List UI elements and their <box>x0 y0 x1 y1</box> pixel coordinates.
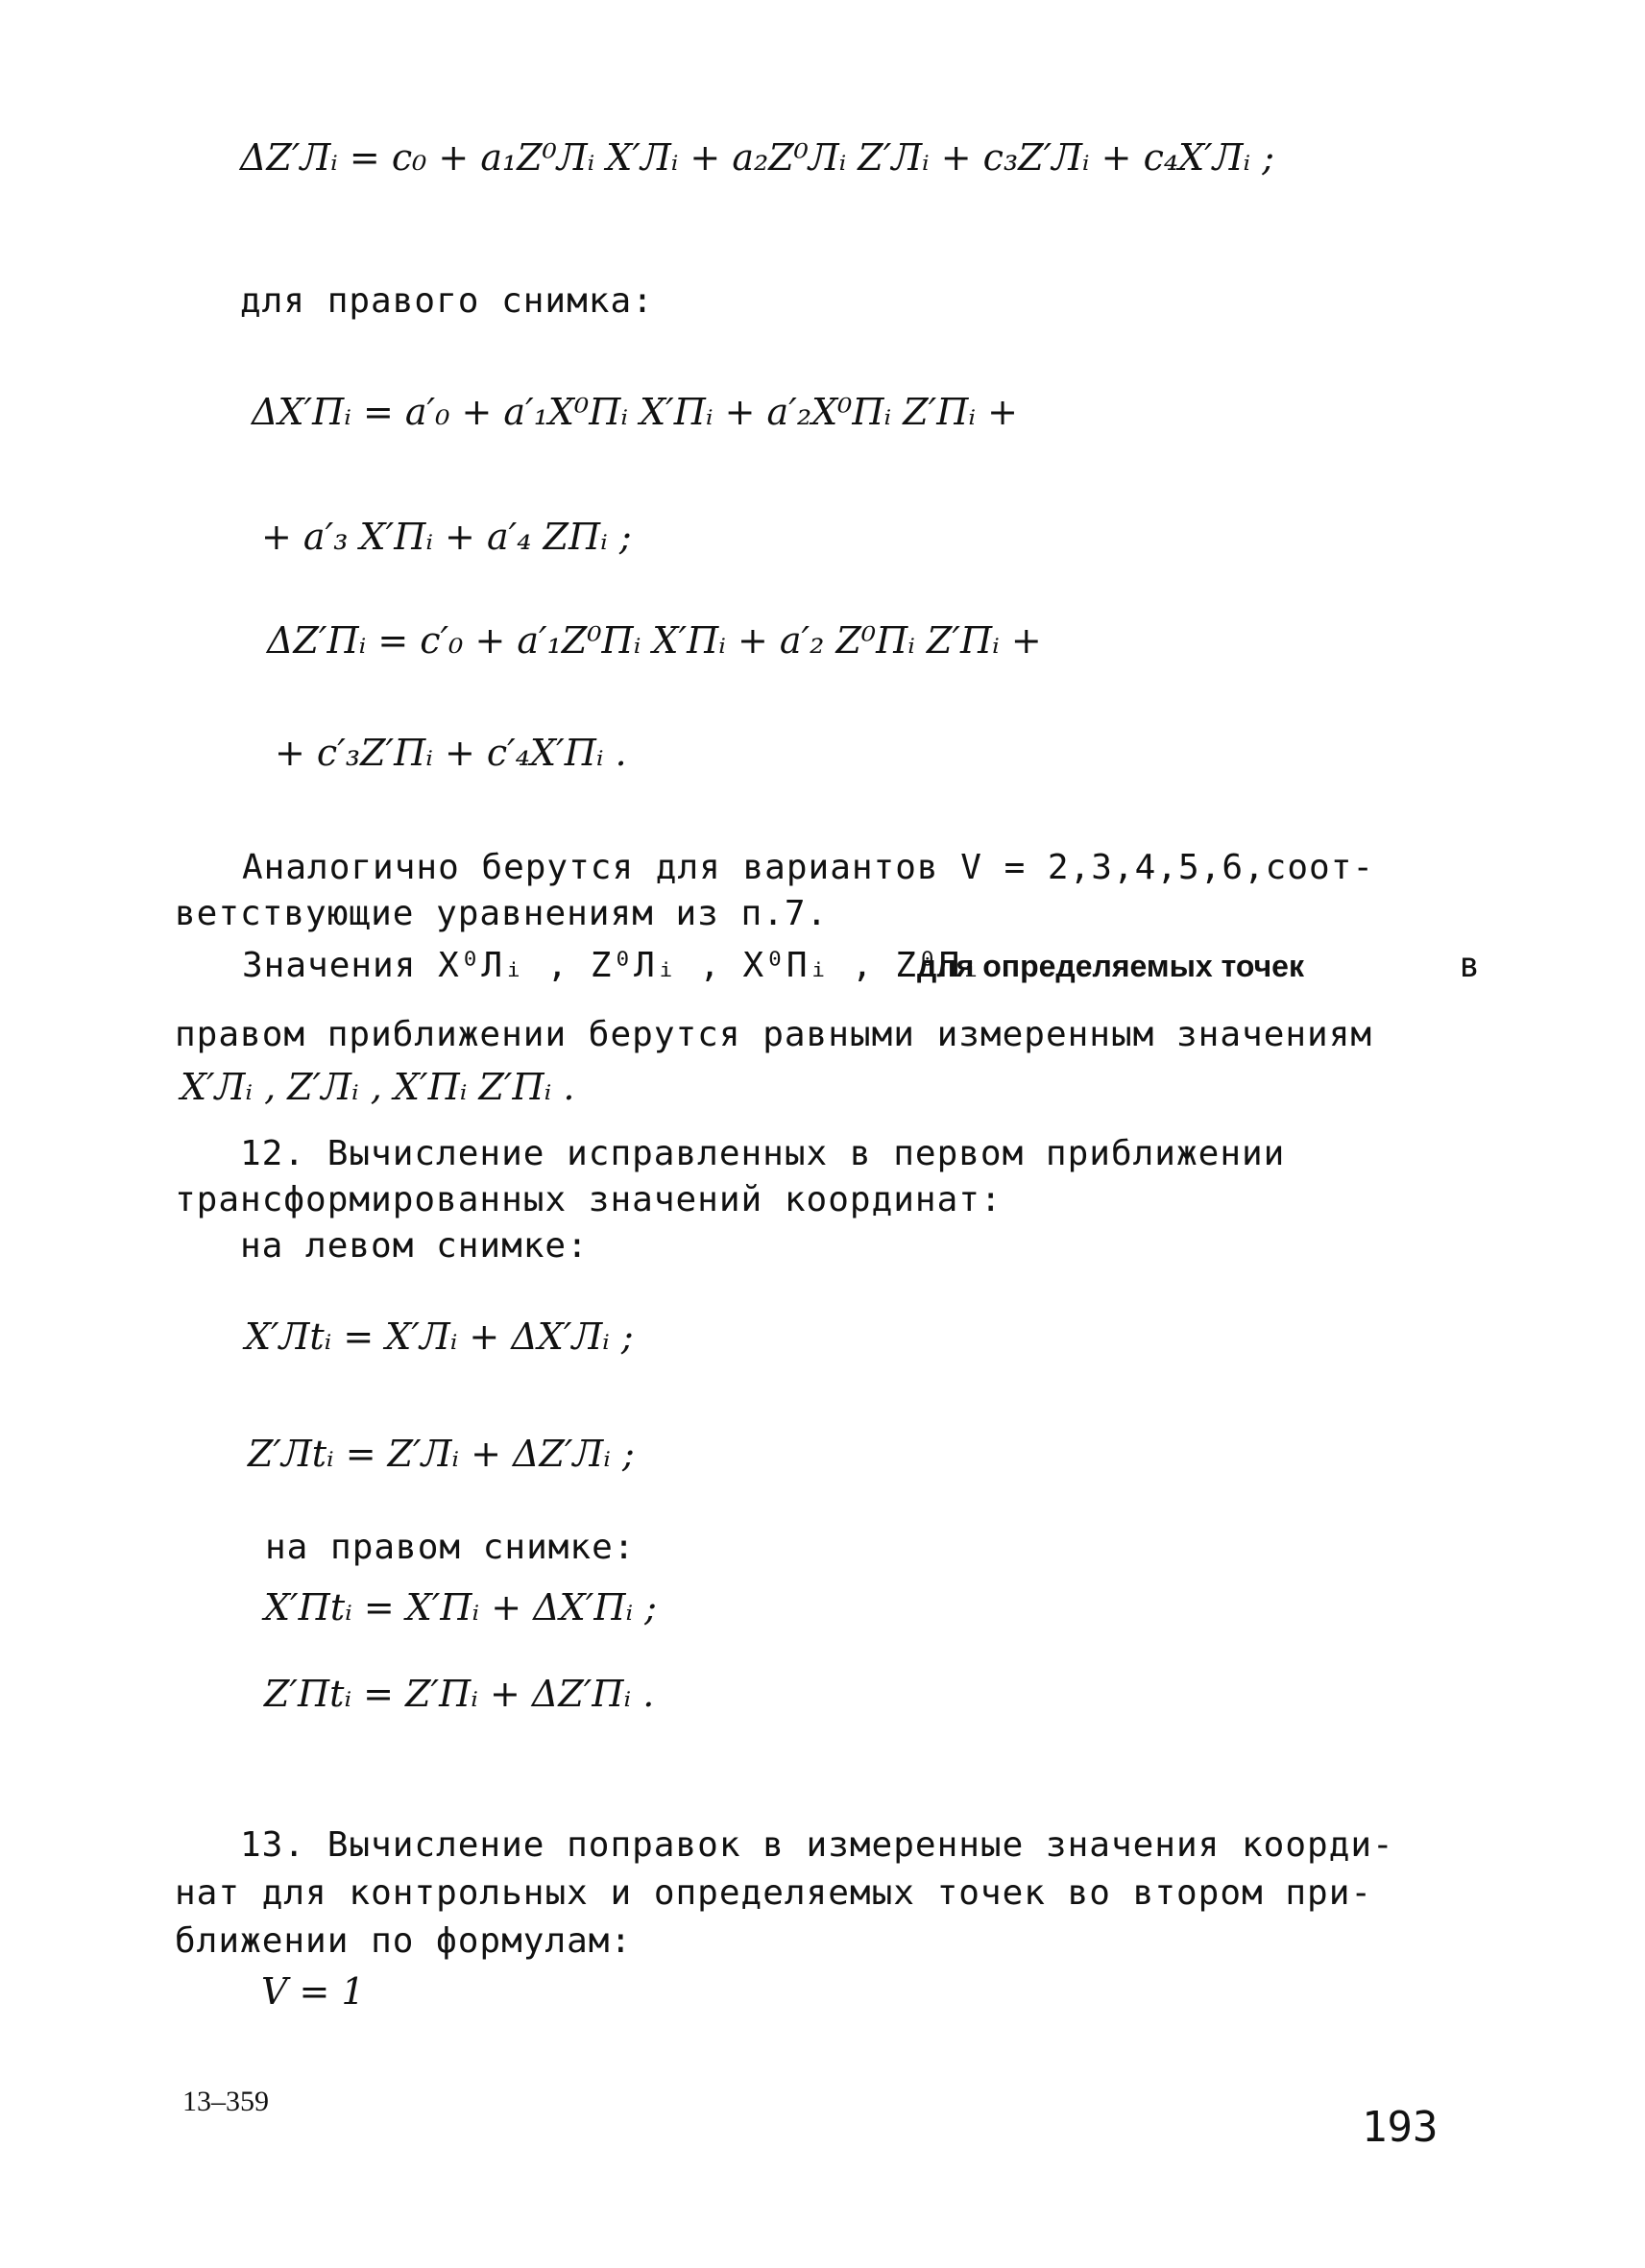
section-13-line2: нат для контрольных и определяемых точек во втором при- <box>175 1873 1373 1913</box>
section-13-line3: ближении по формулам: <box>175 1921 633 1961</box>
page-number: 193 <box>1362 2103 1439 2152</box>
printer-signature: 13–359 <box>182 2086 269 2117</box>
variant-v-equals-1: V = 1 <box>261 1970 365 2013</box>
formula-zl-t: Z′Лtᵢ = Z′Лᵢ + ΔZ′Лᵢ ; <box>248 1433 635 1475</box>
paragraph-values-line1 <box>242 945 1481 987</box>
section-12-line1: 12. Вычисление исправленных в первом приближении <box>240 1134 1286 1173</box>
formula-dz-right-line1: ΔZ′Пᵢ = c′₀ + a′₁Z⁰Пᵢ X′Пᵢ + a′₂ Z⁰Пᵢ Z′Пᵢ + <box>267 619 1042 662</box>
measured-values: X′Лᵢ , Z′Лᵢ , X′Пᵢ Z′Пᵢ . <box>181 1066 575 1108</box>
formula-xp-t: X′Пtᵢ = X′Пᵢ + ΔX′Пᵢ ; <box>264 1586 657 1629</box>
label-left-image: на левом снимке: <box>240 1226 589 1266</box>
formula-dx-right-line1: ΔX′Пᵢ = a′₀ + a′₁X⁰Пᵢ X′Пᵢ + a′₂X⁰Пᵢ Z′Пᵢ + <box>252 391 1018 433</box>
label-right-image: на правом снимке: <box>265 1528 636 1567</box>
formula-dz-left: ΔZ′Лᵢ = c₀ + a₁Z⁰Лᵢ X′Лᵢ + a₂Z⁰Лᵢ Z′Лᵢ + c₃Z′Лᵢ + c₄X′Лᵢ ; <box>240 136 1275 179</box>
paragraph-analog-line2: ветствующие уравнениям из п.7. <box>175 894 829 933</box>
heading-right-image: для правого снимка: <box>240 281 654 321</box>
paragraph-analog-line1: Аналогично берутся для вариантов V = 2,3,4,5,6,соот- <box>242 848 1375 887</box>
formula-xl-t: X′Лtᵢ = X′Лᵢ + ΔX′Лᵢ ; <box>245 1315 634 1358</box>
formula-dx-right-line2: + a′₃ X′Пᵢ + a′₄ ZПᵢ ; <box>261 516 632 558</box>
values-end: в <box>1459 946 1481 985</box>
values-lead: Значения X⁰Лᵢ , Z⁰Лᵢ , X⁰Пᵢ , Z⁰Пᵢ <box>242 946 982 985</box>
section-13-line1: 13. Вычисление поправок в измеренные значения коорди- <box>240 1825 1394 1865</box>
section-12-line2: трансформированных значений координат: <box>175 1180 1003 1219</box>
formula-zp-t: Z′Пtᵢ = Z′Пᵢ + ΔZ′Пᵢ . <box>264 1673 655 1715</box>
values-bold-phrase: для определяемых точек <box>917 949 1304 983</box>
paragraph-values-line2: правом приближении берутся равными измеренным значениям <box>175 1015 1373 1054</box>
formula-dz-right-line2: + c′₃Z′Пᵢ + c′₄X′Пᵢ . <box>275 732 627 774</box>
